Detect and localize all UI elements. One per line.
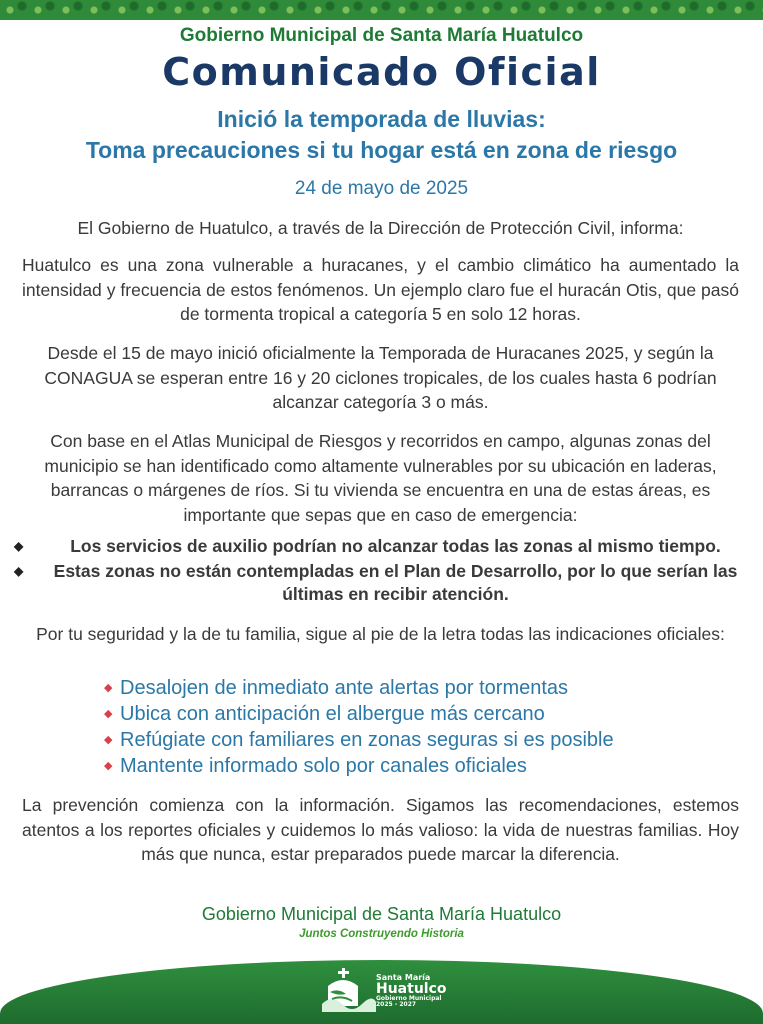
top-decorative-band: [0, 0, 763, 20]
emergency-bullet-list: [14, 535, 749, 608]
recommendation-text: Refúgiate con familiares en zonas seguras si es posible: [120, 729, 614, 751]
closing-paragraph: La prevención comienza con la información. Sigamos las recomendaciones, estemos atentos a los reportes oficiales y cuidemos lo más valioso: la vida de nuestras familias. Hoy más que nunca, estar preparados puede marcar la diferencia.: [22, 795, 739, 864]
diamond-bullet-icon: ◆: [104, 682, 113, 694]
recommendation-item: [104, 727, 724, 753]
paragraph-vulnerability: Huatulco es una zona vulnerable a huracanes, y el cambio climático ha aumentado la intensidad y frecuencia de estos fenómenos. Un ejemplo claro fue el huracán Otis, que pasó de tormenta tropical a categoría 5 en solo 12 horas.: [22, 255, 739, 324]
recommendation-item: [104, 675, 724, 701]
bullet-item: [14, 560, 749, 606]
diamond-bullet-icon: ◆: [104, 734, 113, 746]
diamond-bullet-icon: ◆: [14, 564, 24, 578]
footer-slogan: Juntos Construyendo Historia: [299, 928, 464, 940]
diamond-bullet-icon: ◆: [14, 539, 24, 553]
subtitle-line-1: Inició la temporada de lluvias:: [217, 106, 546, 132]
huatulco-logo-icon: [318, 966, 376, 1016]
recommendation-item: [104, 753, 724, 779]
bullet-text: Los servicios de auxilio podrían no alcanzar todas las zonas al mismo tiempo.: [70, 536, 721, 556]
diamond-bullet-icon: ◆: [104, 708, 113, 720]
recommendation-text: Ubica con anticipación el albergue más cercano: [120, 703, 545, 725]
recommendation-text: Mantente informado solo por canales oficiales: [120, 755, 527, 777]
footer-organization: Gobierno Municipal de Santa María Huatulco: [201, 904, 562, 924]
logo-line-1: Santa María: [376, 973, 431, 982]
logo-text: [376, 974, 447, 1008]
recommendations-list: [104, 675, 724, 779]
logo-line-2: Huatulco: [376, 981, 447, 997]
subtitle-line-2: Toma precauciones si tu hogar está en zona de riesgo: [85, 137, 678, 163]
bullet-text: Estas zonas no están contempladas en el Plan de Desarrollo, por lo que serían las últimas en recibir atención.: [53, 561, 738, 604]
intro-paragraph: El Gobierno de Huatulco, a través de la Dirección de Protección Civil, informa:: [77, 218, 684, 238]
diamond-bullet-icon: ◆: [104, 760, 113, 772]
page-title: Comunicado Oficial: [162, 50, 601, 94]
paragraph-safety: Por tu seguridad y la de tu familia, sigue al pie de la letra todas las indicaciones oficiales:: [36, 624, 725, 644]
recommendation-item: [104, 701, 724, 727]
bullet-item: [14, 535, 749, 558]
recommendation-text: Desalojen de inmediato ante alertas por tormentas: [120, 677, 569, 699]
logo-line-4: 2025 - 2027: [376, 1001, 417, 1008]
header-organization: Gobierno Municipal de Santa María Huatulco: [179, 25, 584, 46]
logo-line-3: Gobierno Municipal: [376, 995, 442, 1002]
paragraph-hurricane-season: Desde el 15 de mayo inició oficialmente la Temporada de Huracanes 2025, y según la CONAGUA se esperan entre 16 y 20 ciclones tropicales, de los cuales hasta 6 podrían alcanzar categoría 3 o más.: [44, 343, 717, 412]
publication-date: 24 de mayo de 2025: [294, 178, 469, 199]
huatulco-logo: [318, 964, 458, 1018]
paragraph-risk-zones: Con base en el Atlas Municipal de Riesgos y recorridos en campo, algunas zonas del municipio se han identificado como altamente vulnerables por su ubicación en laderas, barrancas o márgenes de ríos. Si tu vivienda se encuentra en una de estas áreas, es importante que sepas que en caso de emergencia:: [44, 431, 717, 525]
